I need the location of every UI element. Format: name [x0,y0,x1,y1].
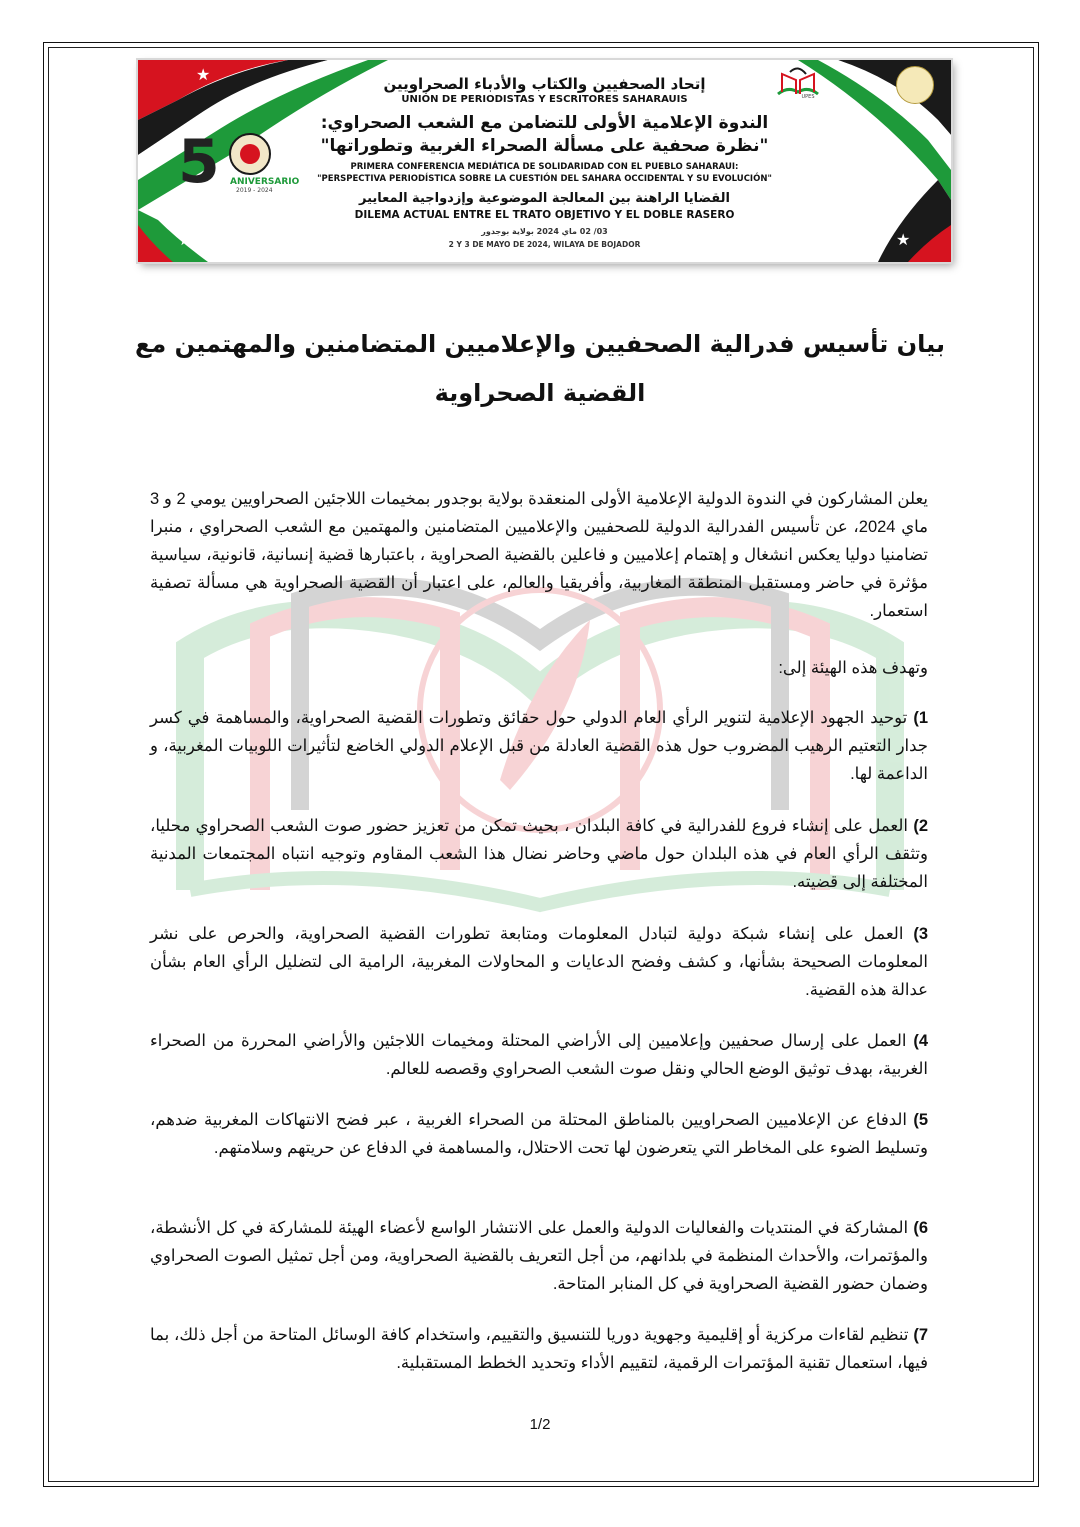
svg-text:★: ★ [196,65,211,84]
anniversary-number: 5 [178,127,220,197]
anniversary-label: ANIVERSARIO [230,177,300,187]
goal-text: المشاركة في المنتديات والفعاليات الدولية والعمل على الانتشار الواسع لأعضاء الهيئة للمشاركة في كل الأنشطة، والمؤتمرات، والأحداث المنظمة في بلدانهم، من أجل التعريف بالقضية الصحراوية، ومن أجل تمثيل الصوت الصحراوي وضمان حضور القضية الصحراوية في كل المنابر المتاحة. [150,1219,928,1293]
intro-paragraph: يعلن المشاركون في الندوة الدولية الإعلامية الأولى المنعقدة بولاية بوجدور بمخيمات اللاجئين الصحراويين يومي 2 و 3 ماي 2024، عن تأسيس الفدرالية الدولية للصحفيين والإعلاميين المتضامنين والمهتمين مع الشعب الصحراوي ، منبرا تضامنيا دوليا يعكس انشغال و إهتمام إعلاميين و فاعلين بالقضية الصحراوية ، باعتبارها قضية إنسانية، قانونية، سياسية مؤثرة في حاضر ومستقبل المنطقة المغاربية، وأفريقيا والعالم، على اعتبار أن القضية الصحراوية هي مسألة تصفية استعمار. [150,490,928,620]
goal-item [150,1214,928,1298]
banner-union-ar: إتحاد الصحفيين والكتاب والأدباء الصحراويين [383,75,706,93]
upes-label: UPES [801,94,815,100]
banner-date-ar: 03/ 02 ماي 2024 بولاية بوجدور [481,227,608,236]
goal-text: العمل على إنشاء شبكة دولية لتبادل المعلومات ومتابعة تطورات القضية الصحراوية، والحرص على نشر المعلومات الصحيحة بشأنها، و كشف وفضح الدعايات و المحاولات المغربية، الرامية الى لتضليل الرأي العام بشأن عدالة هذه القضية. [150,925,928,999]
goal-number: 4) [913,1032,928,1050]
svg-text:★: ★ [178,230,193,249]
banner-conf-title-ar-2: "نظرة صحفية على مسألة الصحراء الغربية وتطوراتها" [320,136,769,156]
statement-title: بيان تأسيس فدرالية الصحفيين والإعلاميين المتضامنين والمهتمين مع القضية الصحراوية [135,330,945,407]
goal-item [150,704,928,788]
goal-text: الدفاع عن الإعلاميين الصحراويين بالمناطق المحتلة من الصحراء الغربية ، عبر فضح الانتهاكات المغربية ضدهم، وتسليط الضوء على المخاطر التي يتعرضون لها تحت الاحتلال، والمساهمة في الدفاع عن حريتهم وسلامتهم. [150,1111,928,1157]
goal-item [150,812,928,896]
goal-number: 5) [913,1111,928,1129]
goal-number: 3) [913,925,928,943]
goal-item [150,1027,928,1083]
goal-text: العمل على إرسال صحفيين وإعلاميين إلى الأراضي المحتلة ومخيمات اللاجئين والأراضي المحررة من الصحراء الغربية، بهدف توثيق الوضع الحالي ونقل صوت الشعب الصحراوي وقصصه للعالم. [150,1032,928,1078]
banner-conf-title-ar-1: الندوة الإعلامية الأولى للتضامن مع الشعب الصحراوي: [320,113,769,133]
goal-item [150,1106,928,1162]
goal-text: العمل على إنشاء فروع للفدرالية في كافة البلدان ، بحيث تمكن من تعزيز حضور صوت الشعب الصحراوي محليا، وتثقف الرأي العام في هذه البلدان حول ماضي وحاضر نضال هذا الشعب المقاوم وتوجيه انتباه المجتمعات المدنية المختلفة إلى قضيته. [150,817,928,891]
svg-text:★: ★ [896,230,911,249]
banner-conf-title-es-2: "PERSPECTIVA PERIODÍSTICA SOBRE LA CUESTIÓN DEL SAHARA OCCIDENTAL Y SU EVOLUCIÓN" [317,174,772,184]
goal-text: تنظيم لقاءات مركزية أو إقليمية وجهوية دوريا للتنسيق والتقييم، واستخدام كافة الوسائل المتاحة من أجل ذلك، بما فيها، استعمال تقنية المؤتمرات الرقمية، لتقييم الأداء وتحديد الخطط المستقبلية. [150,1326,928,1372]
page-number: 1/2 [529,1416,551,1433]
banner-conf-title-es-1: PRIMERA CONFERENCIA MEDIÁTICA DE SOLIDARIDAD CON EL PUEBLO SAHARAUI: [350,162,739,172]
goal-number: 6) [913,1219,928,1237]
aims-intro: وتهدف هذه الهيئة إلى: [778,659,928,677]
banner-subtitle-ar: القضايا الراهنة بين المعالجة الموضوعية وإزدواجية المعايير [358,191,730,206]
goal-item [150,920,928,1004]
banner-date-es: 2 Y 3 DE MAYO DE 2024, WILAYA DE BOJADOR [448,240,641,249]
conference-banner [138,60,951,262]
anniversary-years: 2019 - 2024 [236,187,273,194]
goal-item [150,1321,928,1377]
banner-subtitle-es: DILEMA ACTUAL ENTRE EL TRATO OBJETIVO Y EL DOBLE RASERO [354,209,735,221]
goal-number: 7) [913,1326,928,1344]
goal-number: 2) [913,817,928,835]
goal-number: 1) [913,709,928,727]
goal-text: توحيد الجهود الإعلامية لتنوير الرأي العام الدولي حول حقائق وتطورات القضية الصحراوية، والمساهمة في كسر جدار التعتيم الرهيب المضروب حول هذه القضية العادلة من قبل الإعلام الدولي الخاضع لتأثيرات اللوبيات المغربية، و الداعمة لها. [150,709,928,783]
banner-union-es: UNIÓN DE PERIODISTAS Y ESCRITORES SAHARAUIS [401,94,688,105]
